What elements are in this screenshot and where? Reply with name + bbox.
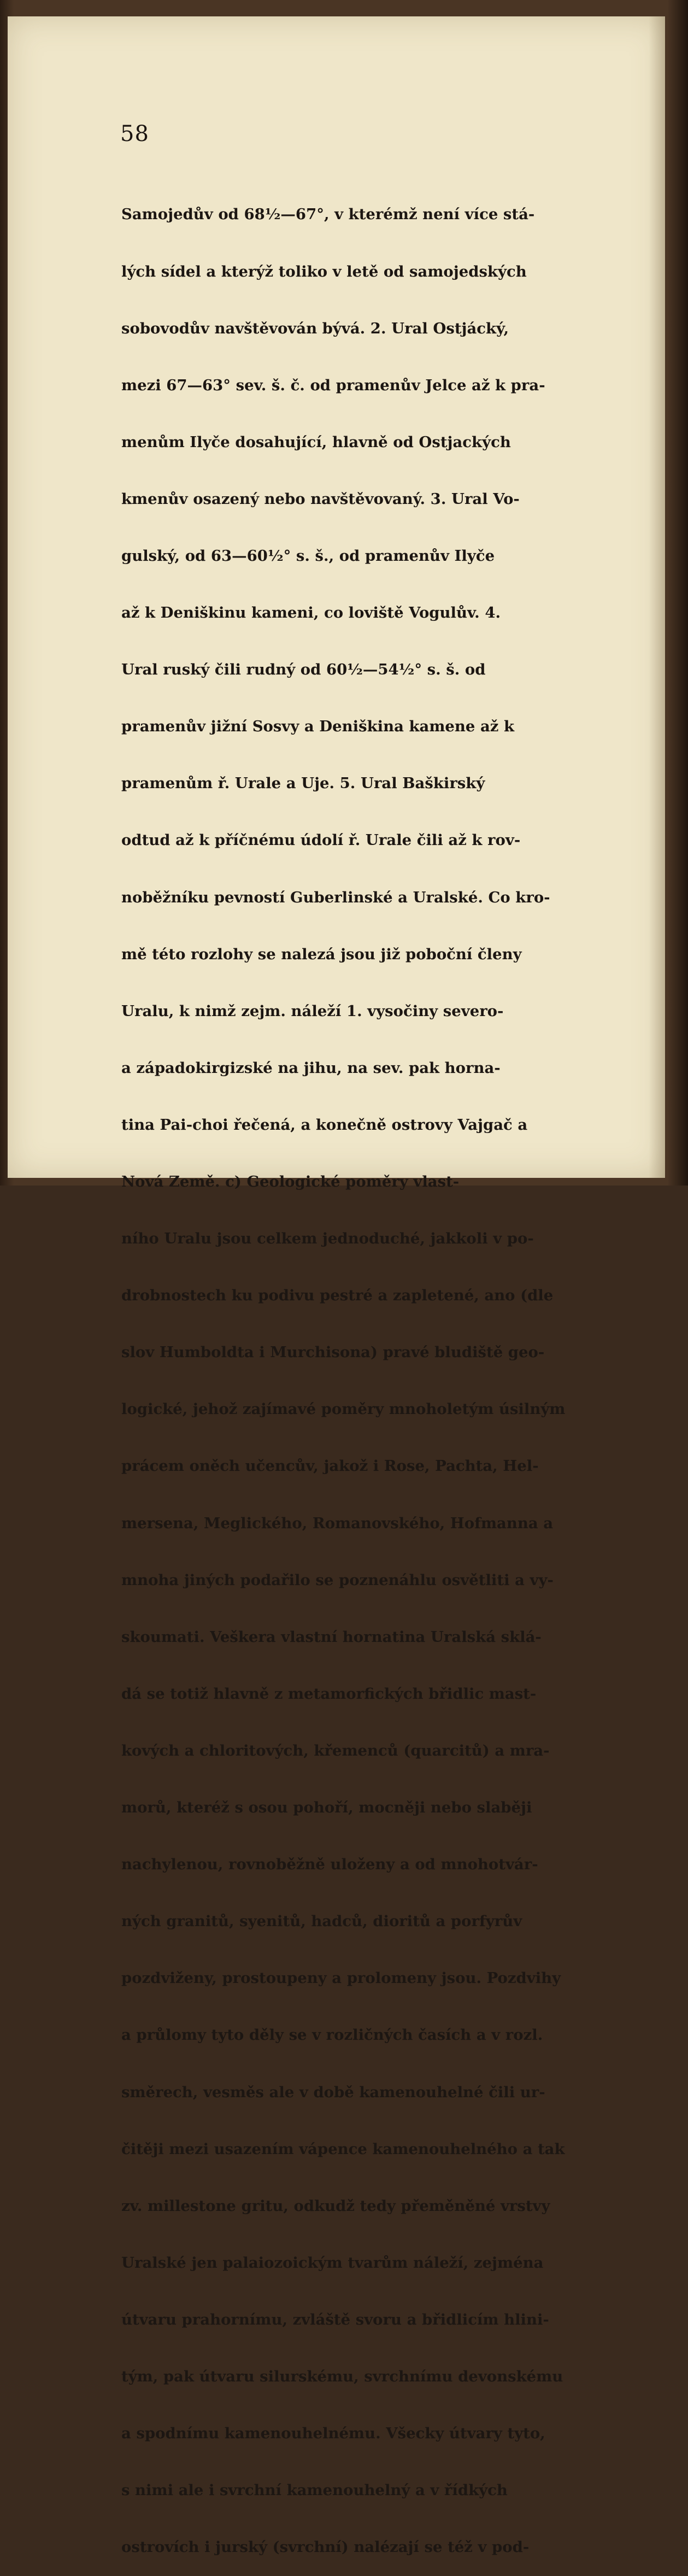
text-line: ných granitů, syenitů, hadců, dioritů a porfyrův	[121, 1912, 522, 1930]
text-line: pramenům ř. Urale a Uje. 5. Ural Baškirský	[121, 774, 485, 793]
text-line: dá se totiž hlavně z metamorfických břidlic mast-	[121, 1685, 537, 1703]
text-line: drobnostech ku podivu pestré a zapletené, ano (dle	[121, 1287, 554, 1305]
text-line: tina Pai-choi řečená, a konečně ostrovy Vajgač a	[121, 1116, 528, 1134]
text-line: Samojedův od 68½—67°, v kterémž není více stá-	[121, 206, 535, 224]
text-line: menům Ilyče dosahující, hlavně od Ostjackých	[121, 433, 511, 451]
text-line: a západokirgizské na jihu, na sev. pak horna-	[121, 1059, 501, 1077]
text-line: mezi 67—63° sev. š. č. od pramenův Jelce až k pra-	[121, 376, 545, 394]
text-line: nachylenou, rovnoběžně uloženy a od mnohotvár-	[121, 1856, 538, 1874]
text-line: až k Deniškinu kameni, co loviště Vogulův. 4.	[121, 604, 501, 622]
text-line: ního Uralu jsou celkem jednoduché, jakkoli v po-	[121, 1230, 534, 1248]
text-line: gulský, od 63—60½° s. š., od pramenův Ilyče	[121, 547, 495, 565]
text-line: sobovodův navštěvován bývá. 2. Ural Ostjácký,	[121, 319, 509, 337]
text-line: s nimi ale i svrchní kamenouhelný a v řídkých	[121, 2481, 508, 2499]
text-line: Ural ruský čili rudný od 60½—54½° s. š. od	[121, 661, 486, 679]
text-line: noběžníku pevností Guberlinské a Uralské. Co kro-	[121, 888, 550, 906]
text-line: Uralu, k nimž zejm. náleží 1. vysočiny severo-	[121, 1002, 504, 1020]
text-line: útvaru prahornímu, zvláště svoru a břidlicím hlini-	[121, 2310, 549, 2328]
text-line: Uralské jen palaiozoickým tvarům náleží, zejména	[121, 2254, 544, 2272]
text-line: morů, kteréž s osou pohoří, mocněji nebo slaběji	[121, 1799, 532, 1817]
page-number: 58	[120, 121, 149, 146]
text-line: mě této rozlohy se nalezá jsou již poboční členy	[121, 945, 522, 963]
text-line: skoumati. Veškera vlastní hornatina Uralská sklá-	[121, 1628, 542, 1646]
text-line: logické, jehož zajímavé poměry mnoholetým úsilným	[121, 1400, 566, 1418]
text-line: směrech, vesměs ale v době kamenouhelné čili ur-	[121, 2083, 545, 2101]
text-line: pozdviženy, prostoupeny a prolomeny jsou. Pozdvihy	[121, 1969, 561, 1987]
page-edge-shadow	[649, 16, 665, 1178]
text-line: a spodnímu kamenouhelnému. Všecky útvary tyto,	[121, 2425, 545, 2443]
text-line: pramenův jižní Sosvy a Deniškina kamene až k	[121, 718, 515, 736]
text-line: kmenův osazený nebo navštěvovaný. 3. Ural Vo-	[121, 490, 520, 508]
text-line: zv. millestone gritu, odkudž tedy přeměněné vrstvy	[121, 2197, 550, 2215]
text-line: slov Humboldta i Murchisona) pravé bludiště geo-	[121, 1343, 545, 1362]
text-line: Nová Země. c) Geologické poměry vlast-	[121, 1173, 460, 1190]
text-line: odtud až k příčnému údolí ř. Urale čili až k rov-	[121, 831, 521, 849]
text-line: tým, pak útvaru silurskému, svrchnímu devonskému	[121, 2367, 563, 2385]
text-line: kových a chloritových, křemenců (quarcitů) a mra-	[121, 1741, 550, 1759]
text-line: čitěji mezi usazením vápence kamenouhelného a tak	[121, 2140, 565, 2158]
text-line: ostrovích i jurský (svrchní) nalézají se též v pod-	[121, 2538, 530, 2556]
text-line: a průlomy tyto děly se v rozličných časích a v rozl.	[121, 2026, 543, 2044]
text-line: mersena, Meglického, Romanovského, Hofmanna a	[121, 1514, 554, 1532]
page-body-text	[121, 167, 580, 2576]
text-line: lých sídel a kterýž toliko v letě od samojedských	[121, 262, 527, 280]
text-line: mnoha jiných podařilo se poznenáhlu osvětliti a vy-	[121, 1571, 554, 1589]
text-line: prácem oněch učencův, jakož i Rose, Pachta, Hel-	[121, 1457, 539, 1475]
